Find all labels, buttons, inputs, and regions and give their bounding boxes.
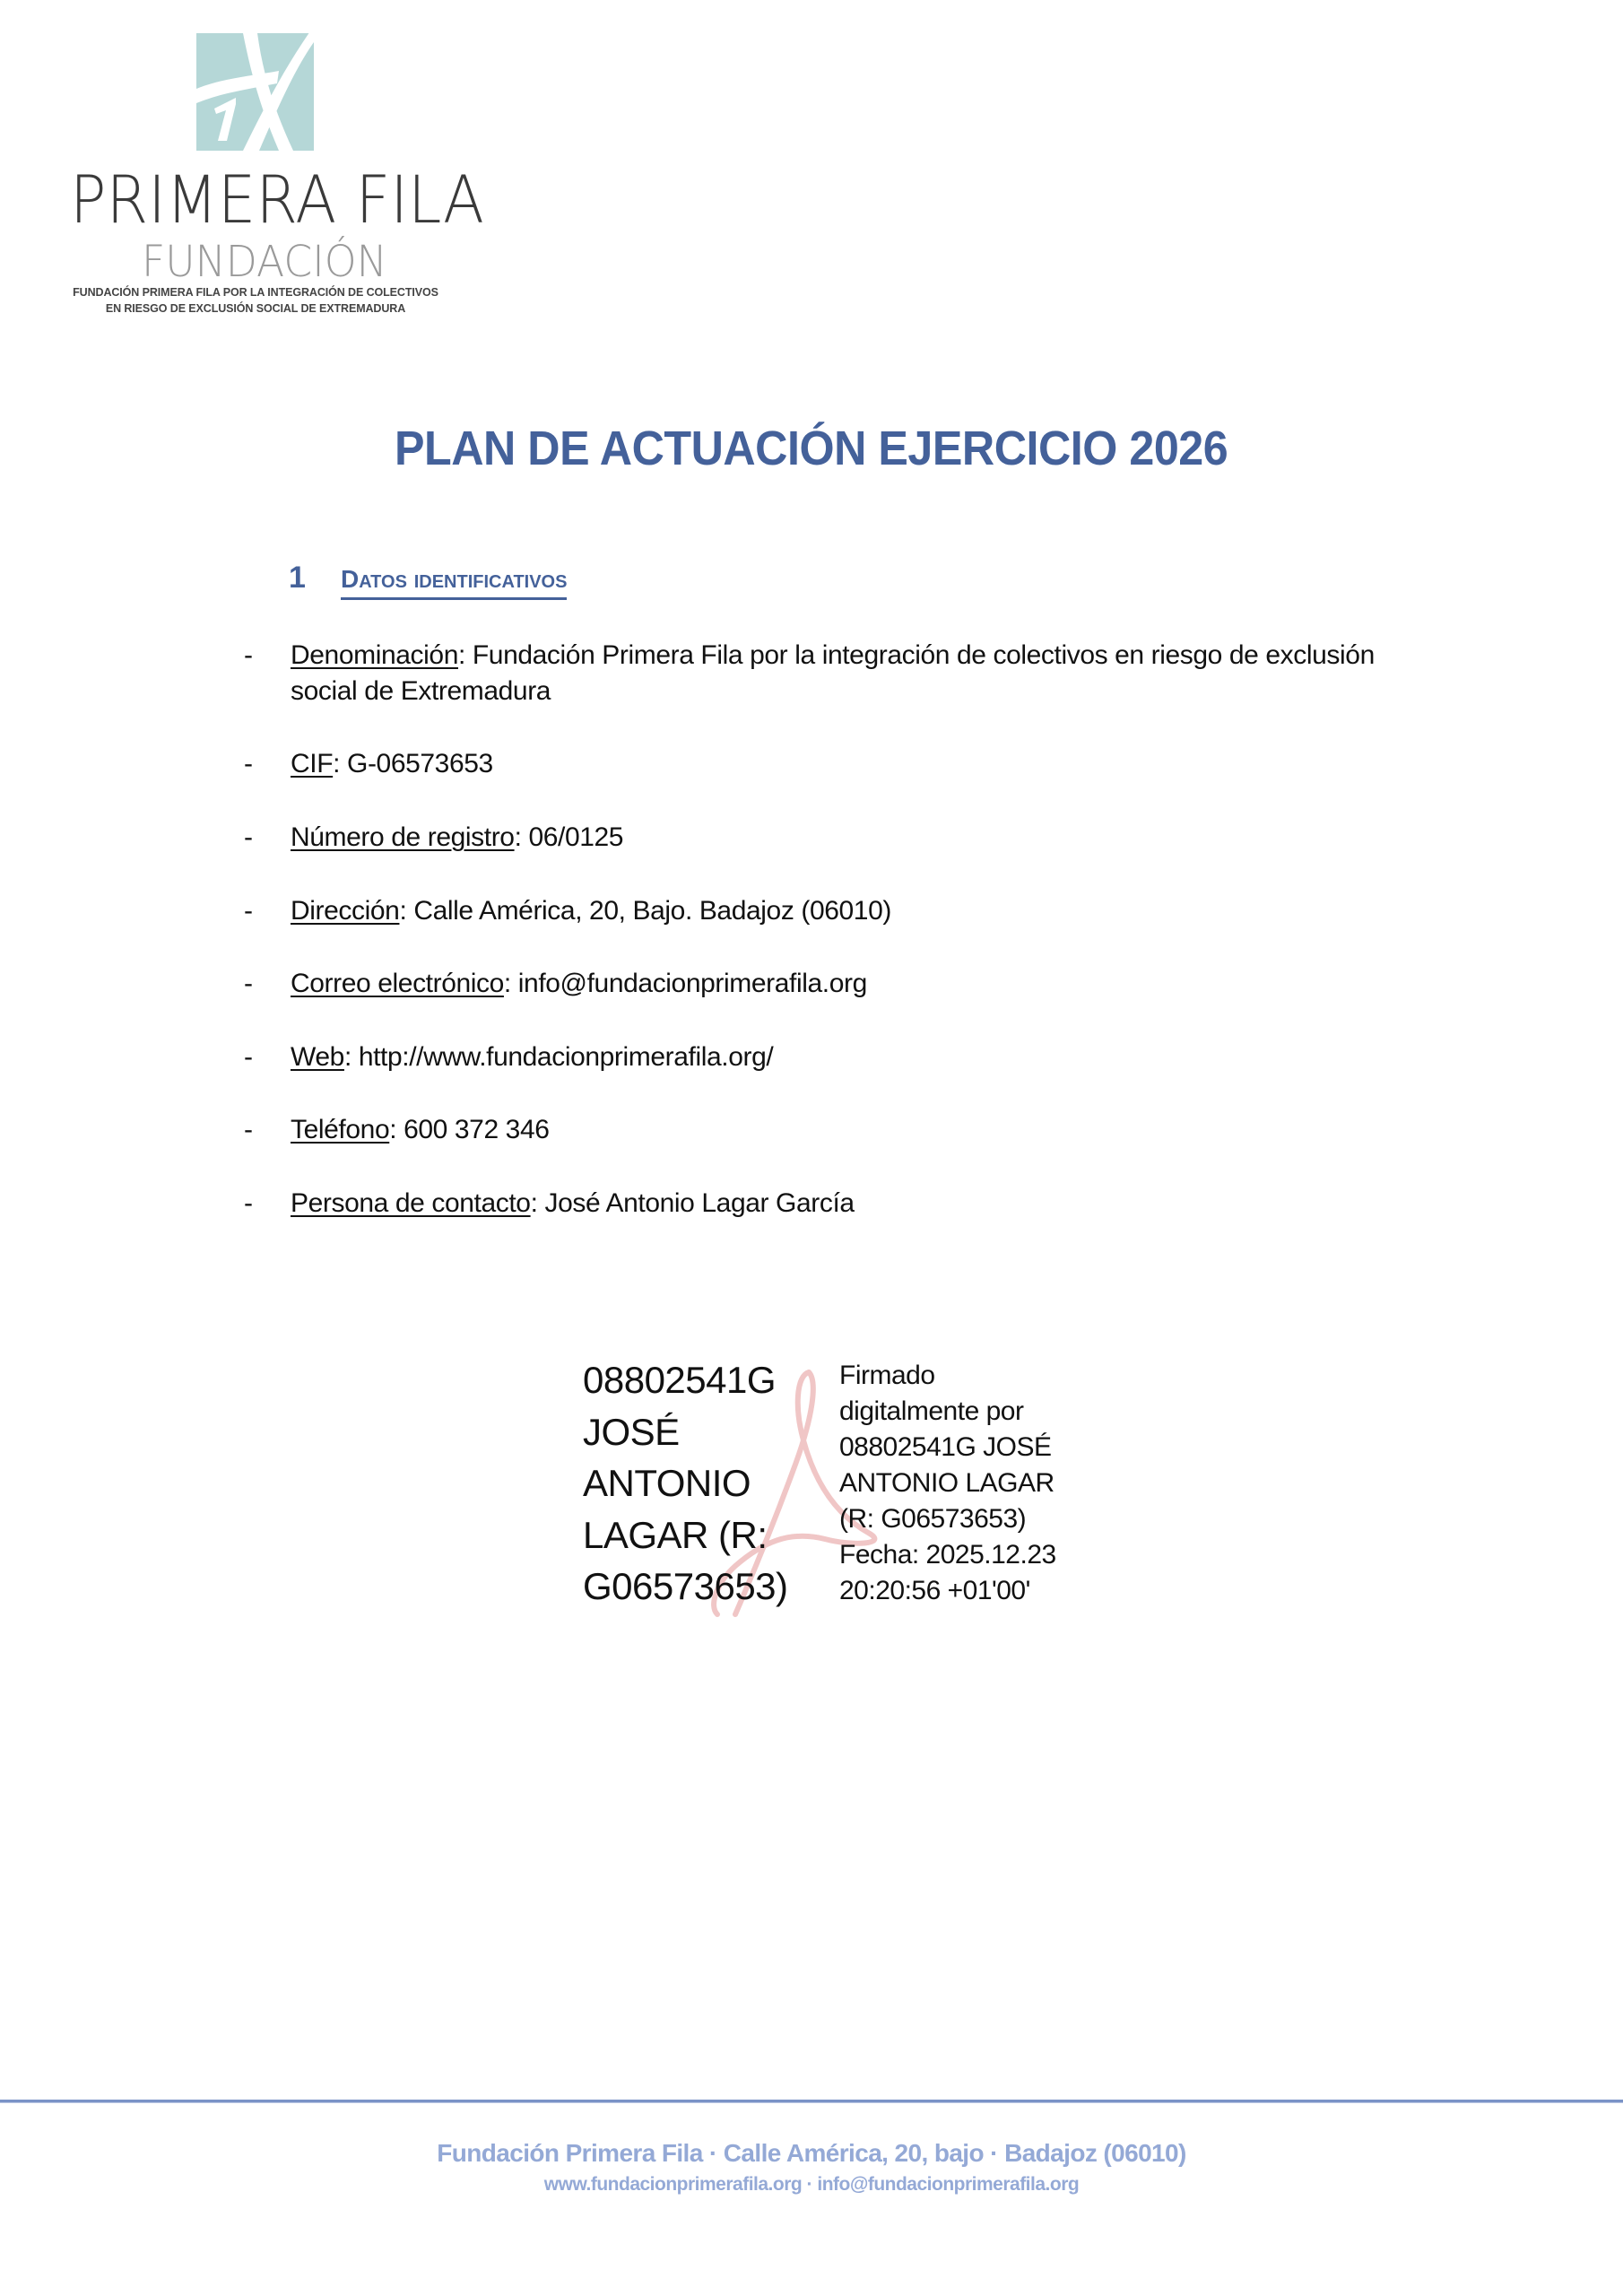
list-item-registro: [291, 820, 1456, 856]
logo-subtitle-line2: EN RIESGO DE EXCLUSIÓN SOCIAL DE EXTREMADURA: [105, 302, 406, 315]
list-bullet: -: [244, 969, 253, 998]
list-bullet: -: [244, 1188, 253, 1218]
section-title: [341, 561, 567, 600]
list-item-cif: [291, 746, 1456, 782]
list-item-value: : 06/0125: [514, 822, 624, 852]
signature-right-line: ANTONIO LAGAR: [839, 1468, 1055, 1498]
list-item-web: [291, 1039, 1456, 1075]
list-item-label: Número de registro: [291, 822, 515, 852]
list-item-value: : http://www.fundacionprimerafila.org/: [343, 1042, 774, 1072]
list-item-denominacion-cont: [291, 674, 1456, 709]
list-item-value: : Calle América, 20, Bajo. Badajoz (06010): [399, 896, 891, 926]
list-bullet: -: [244, 1115, 253, 1144]
list-item-label: Persona de contacto: [291, 1188, 531, 1218]
signature-right-line: Firmado: [839, 1361, 935, 1390]
footer-divider-shadow: [0, 2102, 1623, 2103]
logo-subtitle-line1: FUNDACIÓN PRIMERA FILA POR LA INTEGRACIÓN DE COLECTIVOS: [73, 286, 438, 299]
list-item-direccion: [291, 893, 1456, 929]
signature-right-line: 20:20:56 +01'00': [839, 1576, 1030, 1605]
list-item-label: Denominación: [291, 640, 458, 670]
list-item-value: : José Antonio Lagar García: [530, 1188, 855, 1218]
list-bullet: -: [244, 896, 253, 926]
list-bullet: -: [244, 749, 253, 778]
signature-right-line: digitalmente por: [839, 1396, 1024, 1426]
logo-name: PRIMERA FILA: [70, 162, 484, 239]
signature-left-line: G06573653): [583, 1565, 788, 1607]
signature-right-line: Fecha: 2025.12.23: [839, 1540, 1056, 1570]
list-item-correo: [291, 966, 1456, 1002]
signature-left-line: 08802541G: [583, 1359, 777, 1401]
logo-fundacion: FUNDACIÓN: [142, 237, 387, 287]
list-item-value: : 600 372 346: [389, 1115, 550, 1144]
signature-right-line: 08802541G JOSÉ: [839, 1432, 1052, 1462]
list-item-label: Web: [291, 1042, 344, 1072]
footer-address: Fundación Primera Fila · Calle América, 20, bajo · Badajoz (06010): [437, 2139, 1186, 2167]
logo-mark-icon: [196, 33, 314, 151]
document-title: [0, 420, 1623, 477]
list-bullet: -: [244, 1042, 253, 1072]
document-title-text: PLAN DE ACTUACIÓN EJERCICIO 2026: [395, 422, 1228, 475]
signature-right-line: (R: G06573653): [839, 1504, 1027, 1534]
footer-contact: www.fundacionprimerafila.org · info@fundacionprimerafila.org: [543, 2174, 1080, 2195]
signature-details: [839, 1358, 1056, 1609]
signature-left-line: LAGAR (R:: [583, 1513, 768, 1556]
list-item-label: Teléfono: [291, 1115, 390, 1144]
list-item-contacto: [291, 1186, 1456, 1222]
section-title-text: Datos identificativos: [341, 565, 568, 593]
list-item-value: : G-06573653: [333, 749, 493, 778]
signature-signer-name: [583, 1354, 788, 1613]
list-item-label: Dirección: [291, 896, 400, 926]
list-item-label: CIF: [291, 749, 334, 778]
list-item-denominacion: [291, 638, 1456, 674]
list-bullet: -: [244, 822, 253, 852]
list-item-telefono: [291, 1112, 1456, 1148]
list-item-value-cont: social de Extremadura: [291, 676, 551, 706]
section-number: 1: [289, 561, 306, 595]
list-item-value: : Fundación Primera Fila por la integración de colectivos en riesgo de exclusión: [457, 640, 1375, 670]
signature-left-line: ANTONIO: [583, 1462, 751, 1504]
list-bullet: -: [244, 640, 253, 670]
list-item-value: : info@fundacionprimerafila.org: [503, 969, 867, 998]
list-item-label: Correo electrónico: [291, 969, 504, 998]
signature-left-line: JOSÉ: [583, 1410, 680, 1453]
